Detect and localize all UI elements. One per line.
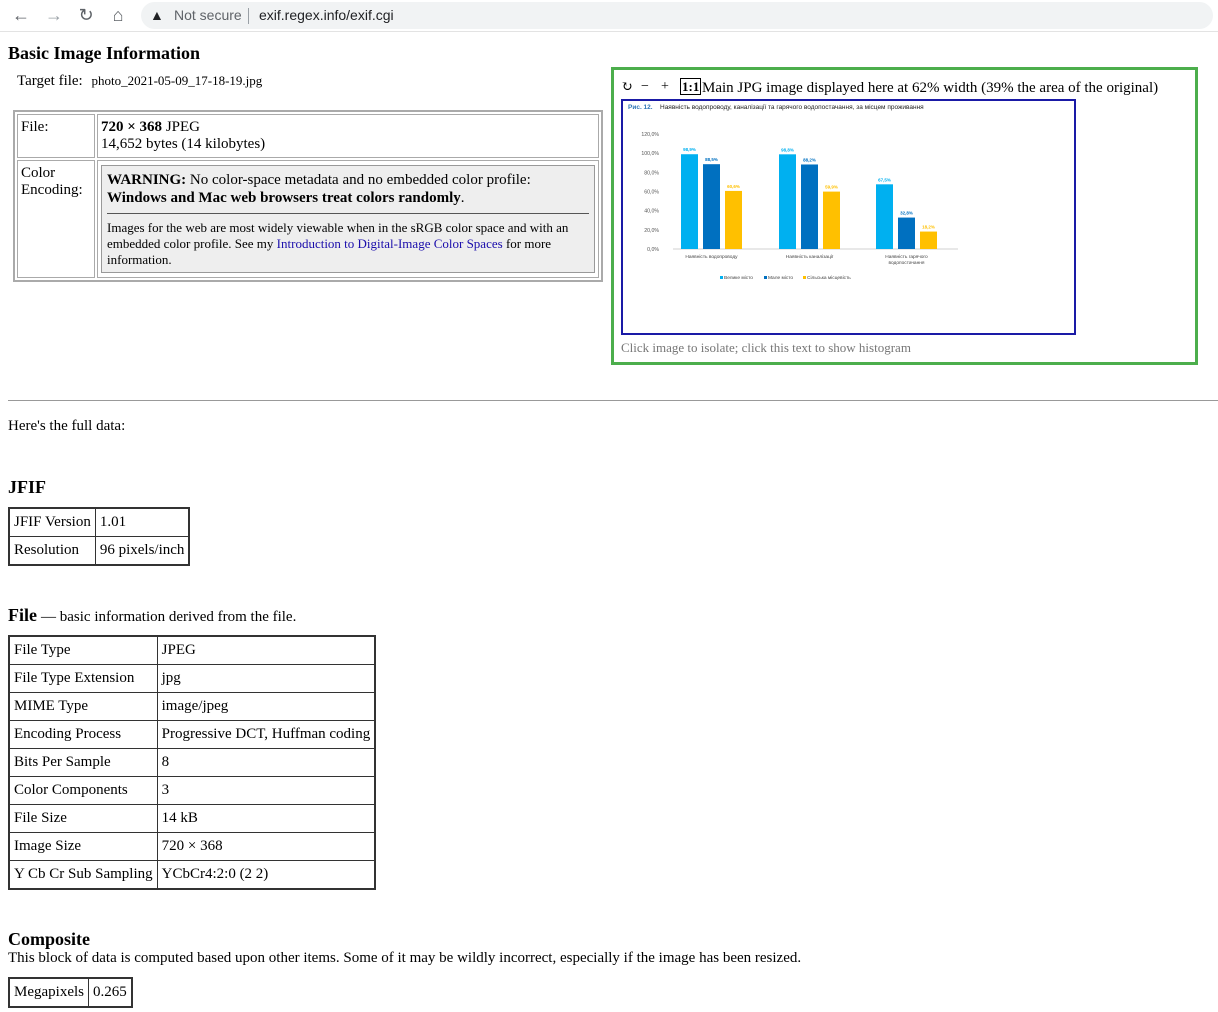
subsampling-label: Y Cb Cr Sub Sampling <box>9 861 157 890</box>
table-row <box>9 861 375 890</box>
table-row <box>9 721 375 749</box>
resolution-value: 96 pixels/inch <box>95 537 189 566</box>
y-tick-label: 40,0% <box>644 208 659 215</box>
color-warning-box <box>101 165 595 273</box>
chart-bar <box>681 154 698 249</box>
bar-data-label: 98,8% <box>781 147 794 153</box>
file-type-label: File Type <box>9 636 157 665</box>
bar-data-label: 67,5% <box>878 177 891 183</box>
file-heading: File <box>8 605 37 625</box>
target-file-name: photo_2021-05-09_17-18-19.jpg <box>91 73 263 88</box>
warning-period: . <box>460 190 465 206</box>
full-data-intro: Here's the full data: <box>8 418 126 434</box>
section-divider <box>8 400 1218 401</box>
histogram-toggle[interactable]: Click image to isolate; click this text to show histogram <box>621 340 911 355</box>
category-label: Наявність водопроводу <box>685 255 738 260</box>
color-encoding-value <box>97 160 599 278</box>
table-row <box>9 805 375 833</box>
chart-bar <box>823 192 840 249</box>
zoom-out-icon[interactable]: − <box>641 79 649 94</box>
legend-swatch <box>803 276 806 279</box>
jfif-version-value: 1.01 <box>95 508 189 537</box>
composite-note: This block of data is computed based upon other items. Some of it may be wildly incorrect, especially if the image has been resized. <box>8 950 802 966</box>
components-label: Color Components <box>9 777 157 805</box>
forward-arrow-icon[interactable]: → <box>45 4 63 25</box>
y-tick-label: 120,0% <box>641 132 659 138</box>
basic-info-table <box>13 110 603 282</box>
bar-data-label: 60,6% <box>727 183 740 189</box>
file-ext-label: File Type Extension <box>9 665 157 693</box>
file-table <box>8 635 376 890</box>
image-size-label: Image Size <box>9 833 157 861</box>
image-size-value: 720 × 368 <box>157 833 375 861</box>
chart-bar <box>898 218 915 249</box>
preview-caption: Main JPG image displayed here at 62% width (39% the area of the original) <box>702 80 1159 96</box>
chart-bar <box>703 164 720 249</box>
category-label: водопостачання <box>888 261 925 266</box>
table-row <box>9 978 132 1007</box>
table-row <box>9 833 375 861</box>
jfif-heading: JFIF <box>8 477 46 497</box>
composite-table <box>8 977 133 1008</box>
y-tick-label: 0,0% <box>647 247 659 253</box>
omnibox-divider <box>248 8 249 24</box>
color-encoding-label: Color Encoding: <box>17 160 95 278</box>
megapixels-value: 0.265 <box>88 978 131 1007</box>
subsampling-value: YCbCr4:2:0 (2 2) <box>157 861 375 890</box>
bar-data-label: 59,9% <box>825 184 838 190</box>
file-type: JPEG <box>165 119 200 135</box>
rotate-icon[interactable]: ↻ <box>621 80 633 95</box>
chart-bar <box>779 154 796 249</box>
y-tick-label: 60,0% <box>644 189 659 196</box>
warning-divider <box>107 213 589 214</box>
category-label: Наявність гарячого <box>885 255 928 260</box>
home-icon[interactable]: ⌂ <box>112 4 124 25</box>
bar-data-label: 32,8% <box>900 210 913 216</box>
mime-label: MIME Type <box>9 693 157 721</box>
jfif-version-label: JFIF Version <box>9 508 95 537</box>
file-ext-value: jpg <box>157 665 375 693</box>
bar-data-label: 98,9% <box>683 147 696 153</box>
bits-label: Bits Per Sample <box>9 749 157 777</box>
reload-icon[interactable]: ↻ <box>78 4 94 25</box>
address-bar[interactable] <box>141 2 1213 29</box>
bar-chart-image[interactable] <box>623 101 1074 333</box>
encoding-value: Progressive DCT, Huffman coding <box>157 721 375 749</box>
security-indicator[interactable]: Not secure <box>174 7 242 23</box>
chart-bar <box>876 184 893 249</box>
bar-data-label: 18,2% <box>922 224 935 230</box>
mime-value: image/jpeg <box>157 693 375 721</box>
megapixels-label: Megapixels <box>9 978 88 1007</box>
bar-data-label: 88,2% <box>803 157 816 163</box>
file-subtitle: — basic information derived from the file. <box>41 609 297 625</box>
legend-label: Мале місто <box>768 276 794 281</box>
category-label: Наявність каналізації <box>785 255 834 260</box>
target-file-row <box>17 73 262 90</box>
chart-bar <box>725 191 742 249</box>
legend-label: Сільська місцевість <box>807 276 851 281</box>
y-tick-label: 100,0% <box>641 151 659 158</box>
table-row <box>9 777 375 805</box>
file-section-title <box>8 605 296 626</box>
composite-heading: Composite <box>8 929 90 949</box>
y-tick-label: 20,0% <box>644 227 659 234</box>
jfif-table <box>8 507 190 566</box>
table-row <box>9 636 375 665</box>
table-row <box>9 537 189 566</box>
table-row <box>9 665 375 693</box>
color-info-text-end: for more information. <box>107 236 552 267</box>
encoding-label: Encoding Process <box>9 721 157 749</box>
file-size-label: File Size <box>9 805 157 833</box>
legend-swatch <box>764 276 767 279</box>
preview-image[interactable] <box>621 99 1076 335</box>
file-type-value: JPEG <box>157 636 375 665</box>
legend-label: Велике місто <box>724 276 753 281</box>
file-dimensions: 720 × 368 <box>101 119 163 135</box>
image-preview-panel <box>611 67 1198 365</box>
components-value: 3 <box>157 777 375 805</box>
figure-title: Наявність водопроводу, каналізації та гарячого водопостачання, за місцем проживання <box>660 104 924 111</box>
figure-title-prefix: Рис. 12. <box>628 104 653 111</box>
basic-info-heading: Basic Image Information <box>8 43 200 63</box>
resolution-label: Resolution <box>9 537 95 566</box>
file-value <box>97 114 599 158</box>
color-spaces-link[interactable]: Introduction to Digital-Image Color Spaces <box>276 236 503 251</box>
file-label: File: <box>17 114 95 158</box>
chart-bar <box>801 164 818 249</box>
table-row <box>9 508 189 537</box>
warning-text: No color-space metadata and no embedded color profile: <box>189 172 531 188</box>
y-tick-label: 80,0% <box>644 170 659 177</box>
target-file-label: Target file: <box>17 73 83 89</box>
file-size-value: 14 kB <box>157 805 375 833</box>
bits-value: 8 <box>157 749 375 777</box>
bar-data-label: 88,5% <box>705 157 718 163</box>
zoom-in-icon[interactable]: + <box>661 79 669 94</box>
warning-label: WARNING: <box>107 172 187 188</box>
warning-emphasis: Windows and Mac web browsers treat colors randomly <box>107 190 461 206</box>
color-info-text: Images for the web are most widely viewable when in the sRGB color space and with an embedded color profile. See my <box>107 220 569 251</box>
chart-bar <box>920 232 937 249</box>
legend-swatch <box>720 276 723 279</box>
url-text[interactable]: exif.regex.info/exif.cgi <box>259 7 394 23</box>
warning-icon[interactable]: ▲ <box>150 7 164 23</box>
file-bytes: 14,652 bytes (14 kilobytes) <box>101 136 266 152</box>
back-arrow-icon[interactable]: ← <box>12 4 30 25</box>
actual-size-icon[interactable]: 1:1 <box>682 79 700 94</box>
browser-toolbar <box>0 0 1218 32</box>
table-row <box>9 749 375 777</box>
table-row <box>9 693 375 721</box>
